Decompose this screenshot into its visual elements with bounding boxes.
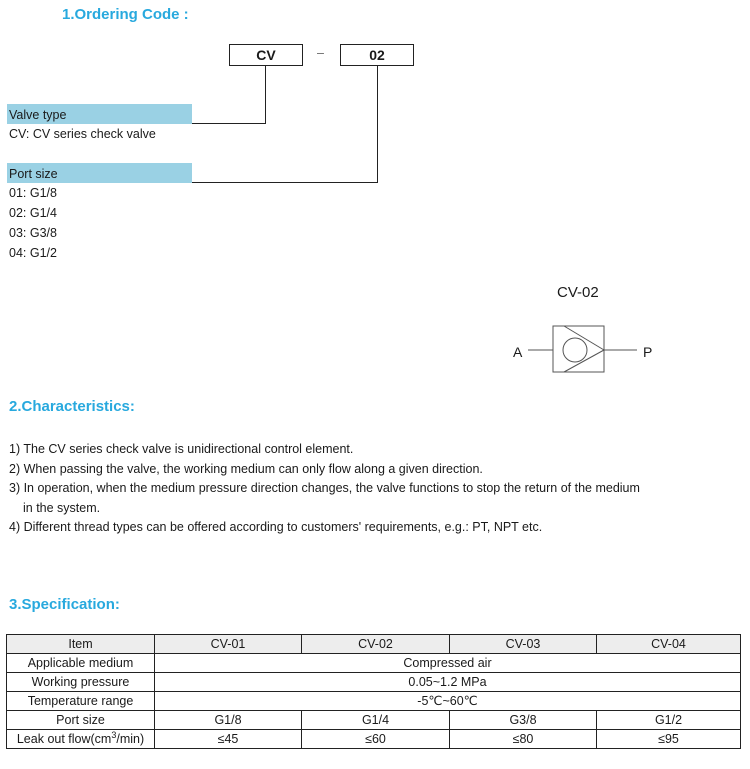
characteristics-heading: 2.Characteristics:: [9, 398, 135, 415]
table-cell: G1/8: [155, 711, 302, 730]
table-row: [7, 711, 741, 730]
table-header-cell: Item: [7, 635, 155, 654]
connector-line-valve-vertical: [265, 66, 266, 124]
leak-flow-label-prefix: Leak out flow(cm: [16, 732, 112, 746]
symbol-title: CV-02: [557, 284, 599, 301]
table-cell: ≤80: [450, 730, 597, 749]
table-header-cell: CV-04: [597, 635, 741, 654]
row-label: Port size: [7, 711, 155, 730]
leak-flow-label-sup: 3: [111, 729, 117, 740]
specification-table: [6, 634, 741, 749]
table-header-cell: CV-02: [302, 635, 450, 654]
table-header-cell: CV-01: [155, 635, 302, 654]
table-row: [7, 692, 741, 711]
row-label: Applicable medium: [7, 654, 155, 673]
code-separator: –: [317, 46, 324, 60]
table-cell: G1/2: [597, 711, 741, 730]
table-cell: ≤60: [302, 730, 450, 749]
characteristic-item: in the system.: [23, 500, 101, 515]
characteristics-list: [9, 440, 640, 538]
table-cell: G1/4: [302, 711, 450, 730]
code-box-cv: CV: [229, 44, 303, 66]
table-cell: 0.05~1.2 MPa: [155, 673, 741, 692]
check-valve-symbol-icon: [525, 322, 640, 374]
port-a-label: A: [513, 344, 523, 360]
table-header-cell: CV-03: [450, 635, 597, 654]
row-label: Temperature range: [7, 692, 155, 711]
table-cell: ≤45: [155, 730, 302, 749]
port-option: 04: G1/2: [9, 246, 57, 260]
valve-type-desc: CV: CV series check valve: [9, 127, 156, 141]
characteristic-item: 3) In operation, when the medium pressure direction changes, the valve functions to stop the return of the medium: [9, 481, 640, 495]
table-cell: G3/8: [450, 711, 597, 730]
valve-type-label: Valve type: [7, 104, 192, 124]
port-option: 03: G3/8: [9, 226, 57, 240]
port-size-label: Port size: [7, 163, 192, 183]
table-header-row: [7, 635, 741, 654]
port-option: 01: G1/8: [9, 186, 57, 200]
row-label: [7, 730, 155, 749]
table-row: [7, 654, 741, 673]
characteristic-item: 2) When passing the valve, the working medium can only flow along a given direction.: [9, 461, 483, 476]
port-option: 02: G1/4: [9, 206, 57, 220]
table-row: [7, 730, 741, 749]
code-box-02: 02: [340, 44, 414, 66]
ordering-code-heading: 1.Ordering Code :: [62, 6, 189, 23]
table-cell: Compressed air: [155, 654, 741, 673]
specification-heading: 3.Specification:: [9, 596, 120, 613]
table-row: [7, 673, 741, 692]
leak-flow-label-suffix: /min): [116, 732, 145, 746]
characteristic-item: 1) The CV series check valve is unidirectional control element.: [9, 442, 354, 456]
port-p-label: P: [643, 344, 653, 360]
characteristic-item: 4) Different thread types can be offered according to customers' requirements, e.g.: PT, NPT etc.: [9, 520, 543, 534]
table-cell: -5℃~60℃: [155, 692, 741, 711]
table-cell: ≤95: [597, 730, 741, 749]
connector-line-port-vertical: [377, 66, 378, 183]
row-label: Working pressure: [7, 673, 155, 692]
